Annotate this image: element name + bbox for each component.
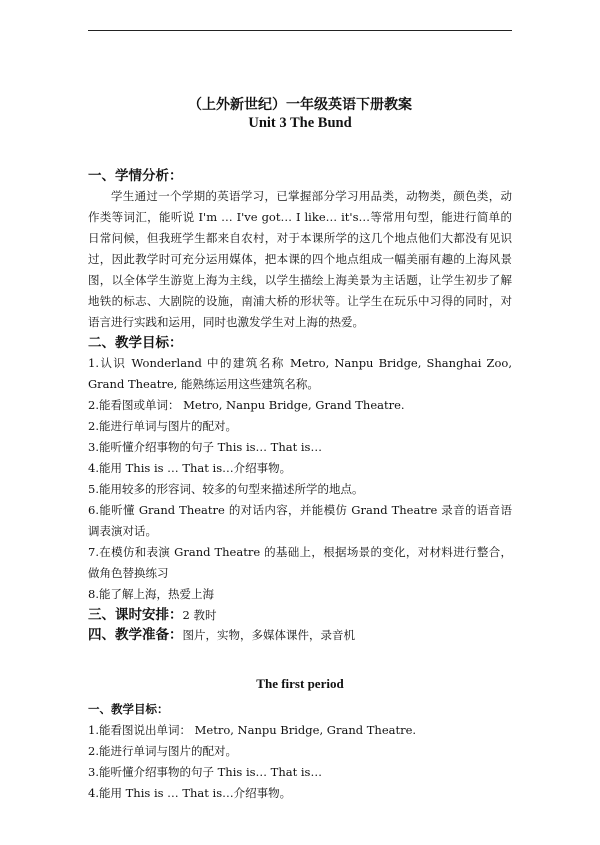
analysis-paragraph: 学生通过一个学期的英语学习，已掌握部分学习用品类，动物类，颜色类，动作类等词汇，能听说 I'm … I've got… I like… it's…等常用句型，能进行简单的日常问候，但我班学生都来自农村，对于本课所学的这几个地点他们大都没有见识过，因此教学时可充分运用媒体，把本课的四个地点组成一幅美丽有趣的上海风景图，以全体学生游览上海为主线，以学生描绘上海美景为主话题，让学生初步了解地铁的标志、大剧院的设施，南浦大桥的形状等。让学生在玩乐中习得的同时，对语言进行实践和运用，同时也激发学生对上海的热爱。 bbox=[88, 189, 512, 329]
schedule-value: 2 教时 bbox=[182, 608, 217, 622]
objective-item: 2.能进行单词与图片的配对。 bbox=[88, 419, 237, 433]
period-objective-item: 2.能进行单词与图片的配对。 bbox=[88, 744, 237, 758]
period-objective-item: 4.能用 This is … That is…介绍事物。 bbox=[88, 786, 292, 800]
objective-item: 3.能听懂介绍事物的句子 This is… That is… bbox=[88, 440, 322, 454]
preparation-value: 图片，实物，多媒体课件，录音机 bbox=[182, 628, 355, 642]
unit-title: Unit 3 The Bund bbox=[248, 115, 352, 131]
section-heading-preparation bbox=[88, 625, 512, 645]
objective-item: 2.能看图或单词： Metro, Nanpu Bridge, Grand Theatre. bbox=[88, 398, 405, 412]
objective-item: 6.能听懂 Grand Theatre 的对话内容，并能模仿 Grand Theatre 录音的语音语调表演对话。 bbox=[88, 503, 512, 538]
objective-item: 1.认识 Wonderland 中的建筑名称 Metro, Nanpu Bridge, Shanghai Zoo, Grand Theatre, 能熟练运用这些建筑名称。 bbox=[88, 356, 512, 391]
period-objective-item: 3.能听懂介绍事物的句子 This is… That is… bbox=[88, 765, 322, 779]
first-period-objectives-heading: 一、教学目标： bbox=[88, 702, 169, 716]
section-heading-schedule bbox=[88, 605, 512, 625]
objective-item: 4.能用 This is … That is…介绍事物。 bbox=[88, 461, 292, 475]
objective-item: 8.能了解上海，热爱上海 bbox=[88, 587, 214, 601]
section-heading-objectives: 二、教学目标： bbox=[88, 335, 183, 351]
document-body bbox=[88, 96, 512, 804]
period-objective-item: 1.能看图说出单词： Metro, Nanpu Bridge, Grand Theatre. bbox=[88, 723, 417, 737]
objective-item: 7.在模仿和表演 Grand Theatre 的基础上，根据场景的变化，对材料进行整合，做角色替换练习 bbox=[88, 545, 512, 580]
document-title: （上外新世纪）一年级英语下册教案 bbox=[188, 97, 412, 113]
section-heading-analysis: 一、学情分析： bbox=[88, 168, 183, 184]
first-period-title: The first period bbox=[256, 676, 344, 691]
preparation-label: 四、教学准备： bbox=[88, 627, 183, 643]
schedule-label: 三、课时安排： bbox=[88, 607, 183, 623]
objective-item: 5.能用较多的形容词、较多的句型来描述所学的地点。 bbox=[88, 482, 364, 496]
header-rule bbox=[88, 30, 512, 31]
